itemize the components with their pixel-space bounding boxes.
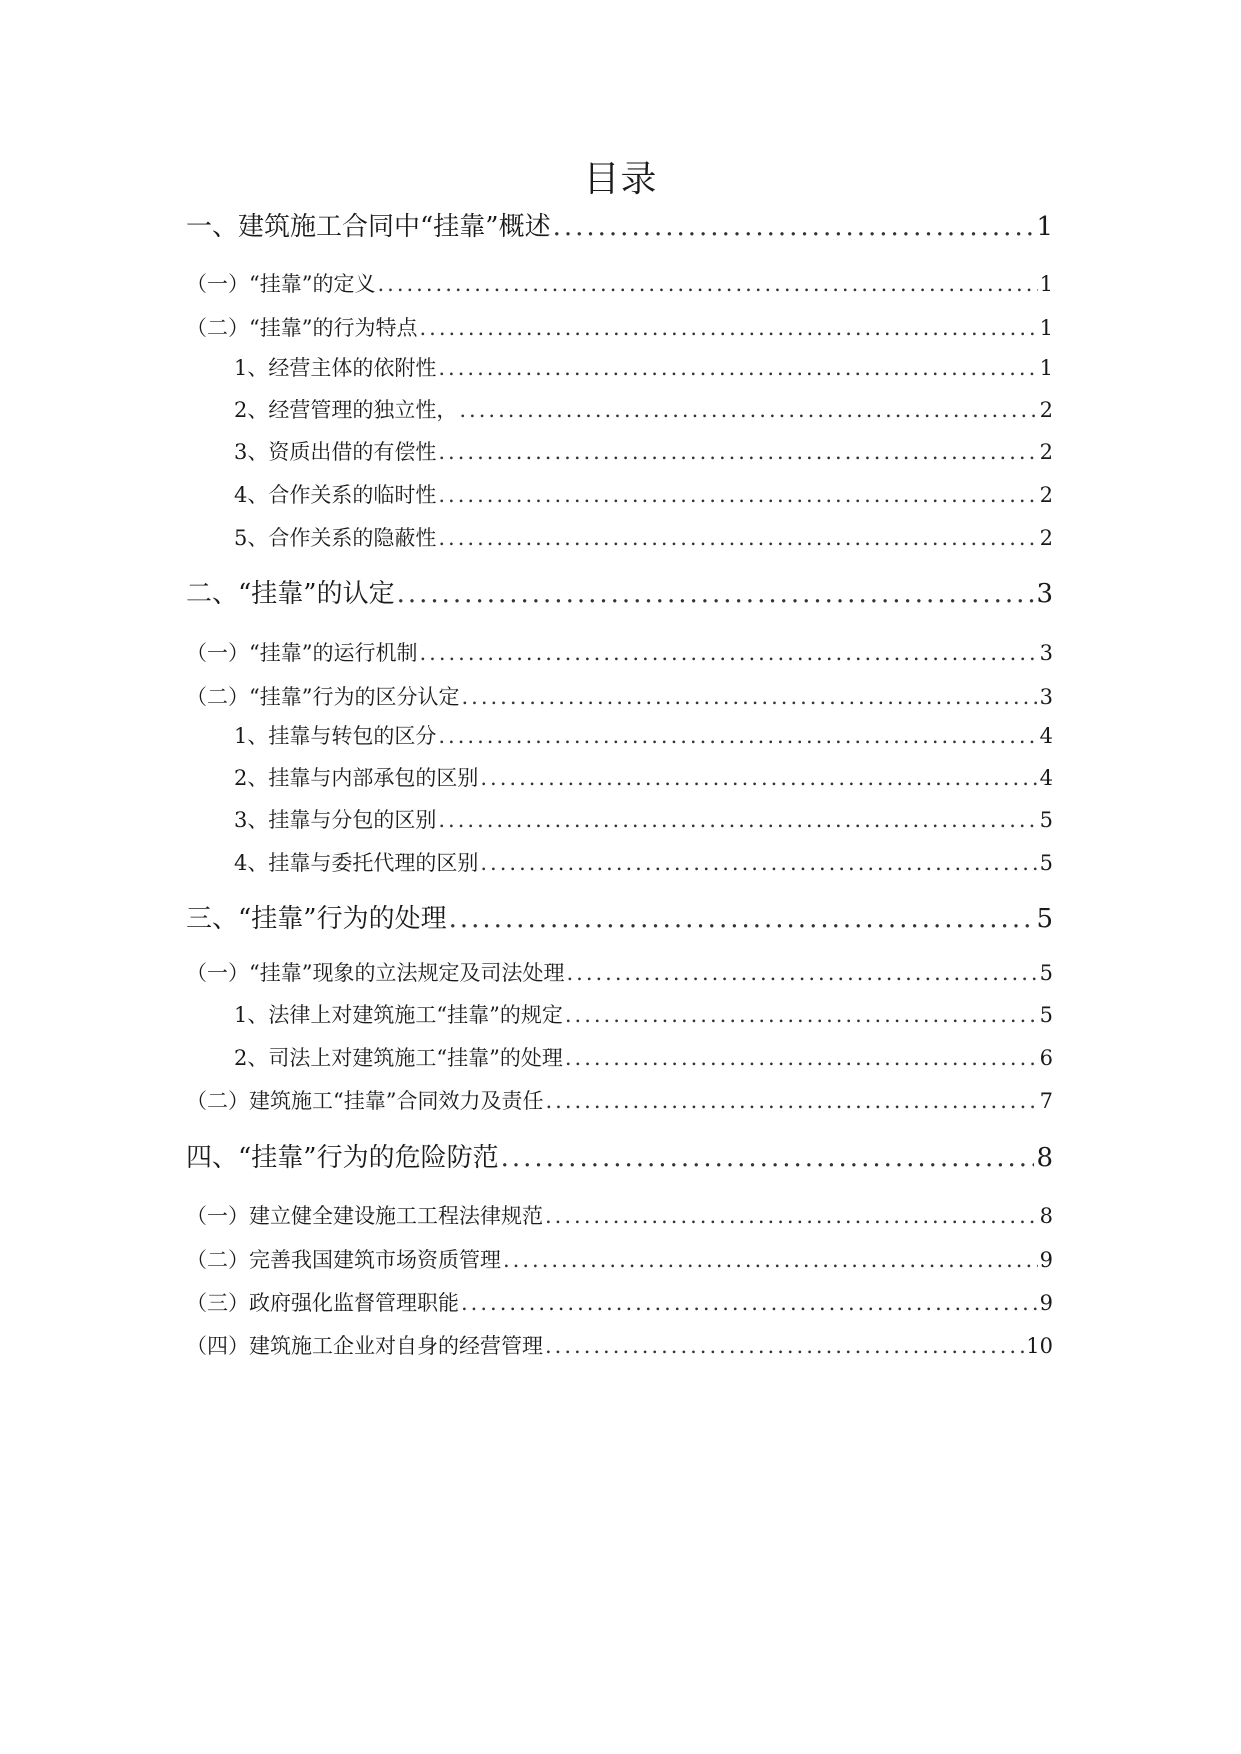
toc-entry-section[interactable]: [186, 1244, 1053, 1274]
toc-entry-label: 1、挂靠与转包的区分: [234, 724, 437, 748]
toc-entry-subsection[interactable]: [234, 762, 1053, 792]
toc-entry-subsection[interactable]: [234, 352, 1053, 382]
toc-entry-label: （二）建筑施工“挂靠”合同效力及责任: [186, 1089, 544, 1113]
dot-leader: [438, 724, 1037, 748]
toc-entry-subsection[interactable]: [234, 720, 1053, 750]
toc-page-number: 5: [1039, 1003, 1053, 1027]
toc-entry-label: 5、合作关系的隐蔽性: [234, 526, 437, 550]
toc-page-number: 4: [1039, 766, 1053, 790]
dot-leader: [461, 1291, 1038, 1315]
toc-entry-label: 1、经营主体的依附性: [234, 356, 437, 380]
dot-leader: [397, 579, 1035, 609]
toc-entry-label: 三、“挂靠”行为的处理: [186, 904, 447, 934]
toc-entry-subsection[interactable]: [234, 479, 1053, 509]
toc-page-number: 10: [1026, 1334, 1053, 1358]
toc-entry-label: （一）“挂靠”现象的立法规定及司法处理: [186, 961, 565, 985]
dot-leader: [566, 961, 1037, 985]
toc-entry-section[interactable]: [186, 1330, 1053, 1360]
dot-leader: [480, 851, 1037, 875]
toc-entry-label: 四、“挂靠”行为的危险防范: [186, 1143, 499, 1173]
dot-leader: [419, 316, 1037, 340]
toc-page-number: 2: [1039, 398, 1053, 422]
dot-leader: [438, 356, 1037, 380]
toc-page-number: 9: [1039, 1248, 1053, 1272]
toc-entry-subsection[interactable]: [234, 394, 1053, 424]
toc-entry-section[interactable]: [186, 681, 1053, 711]
dot-leader: [461, 685, 1037, 709]
toc-page-number: 5: [1039, 961, 1053, 985]
toc-entry-label: 4、挂靠与委托代理的区别: [234, 851, 479, 875]
dot-leader: [377, 272, 1037, 296]
toc-entry-section[interactable]: [186, 637, 1053, 667]
dot-leader: [438, 440, 1037, 464]
toc-entry-subsection[interactable]: [234, 1042, 1053, 1072]
toc-entry-label: （一）“挂靠”的定义: [186, 272, 376, 296]
toc-page-number: 5: [1039, 808, 1053, 832]
dot-leader: [545, 1204, 1038, 1228]
toc-entry-section[interactable]: [186, 268, 1053, 298]
toc-page-number: 2: [1039, 440, 1053, 464]
dot-leader: [503, 1248, 1038, 1272]
dot-leader: [565, 1046, 1038, 1070]
toc-entry-subsection[interactable]: [234, 436, 1053, 466]
toc-entry-label: （四）建筑施工企业对自身的经营管理: [186, 1334, 543, 1358]
toc-entry-chapter-2[interactable]: [186, 573, 1053, 610]
dot-leader: [545, 1334, 1024, 1358]
toc-page-number: 3: [1039, 685, 1053, 709]
toc-entry-label: （一）“挂靠”的运行机制: [186, 641, 418, 665]
toc-page-number: 1: [1039, 272, 1053, 296]
toc-entry-label: （二）完善我国建筑市场资质管理: [186, 1248, 501, 1272]
toc-entry-chapter-3[interactable]: [186, 898, 1053, 935]
dot-leader: [553, 212, 1035, 242]
toc-entry-label: 2、经营管理的独立性，: [234, 398, 458, 422]
toc-page-number: 1: [1039, 356, 1053, 380]
toc-entry-subsection[interactable]: [234, 804, 1053, 834]
toc-page-number: 7: [1039, 1089, 1053, 1113]
toc-page-number: 8: [1036, 1143, 1053, 1173]
dot-leader: [501, 1143, 1035, 1173]
toc-page-number: 2: [1039, 526, 1053, 550]
toc-entry-chapter-4[interactable]: [186, 1137, 1053, 1174]
page-title: 目录: [583, 159, 658, 200]
toc-page-number: 3: [1039, 641, 1053, 665]
dot-leader: [565, 1003, 1038, 1027]
toc-entry-label: （二）“挂靠”的行为特点: [186, 316, 418, 340]
toc-entry-chapter-1[interactable]: [186, 206, 1053, 243]
toc-entry-label: 1、法律上对建筑施工“挂靠”的规定: [234, 1003, 563, 1027]
toc-entry-subsection[interactable]: [234, 999, 1053, 1029]
toc-entry-label: （三）政府强化监督管理职能: [186, 1291, 459, 1315]
toc-entry-section[interactable]: [186, 1287, 1053, 1317]
toc-entry-section[interactable]: [186, 312, 1053, 342]
toc-page-number: 4: [1039, 724, 1053, 748]
toc-entry-label: 一、建筑施工合同中“挂靠”概述: [186, 212, 551, 242]
dot-leader: [480, 766, 1037, 790]
toc-entry-label: 2、司法上对建筑施工“挂靠”的处理: [234, 1046, 563, 1070]
dot-leader: [459, 398, 1037, 422]
toc-entry-label: 3、资质出借的有偿性: [234, 440, 437, 464]
toc-entry-subsection[interactable]: [234, 522, 1053, 552]
toc-entry-section[interactable]: [186, 1200, 1053, 1230]
dot-leader: [419, 641, 1037, 665]
toc-page-number: 2: [1039, 483, 1053, 507]
toc-page-number: 5: [1036, 904, 1053, 934]
toc-page-number: 1: [1039, 316, 1053, 340]
toc-entry-label: 3、挂靠与分包的区别: [234, 808, 437, 832]
dot-leader: [449, 904, 1035, 934]
toc-entry-subsection[interactable]: [234, 847, 1053, 877]
toc-page-number: 1: [1036, 212, 1053, 242]
toc-page-number: 5: [1039, 851, 1053, 875]
toc-page-number: 9: [1039, 1291, 1053, 1315]
toc-page-number: 6: [1039, 1046, 1053, 1070]
dot-leader: [545, 1089, 1037, 1113]
toc-entry-label: （一）建立健全建设施工工程法律规范: [186, 1204, 543, 1228]
dot-leader: [438, 526, 1037, 550]
toc-page-number: 8: [1039, 1204, 1053, 1228]
dot-leader: [438, 808, 1037, 832]
toc-entry-label: 2、挂靠与内部承包的区别: [234, 766, 479, 790]
toc-entry-label: 二、“挂靠”的认定: [186, 579, 395, 609]
toc-entry-section[interactable]: [186, 1085, 1053, 1115]
toc-page-number: 3: [1036, 579, 1053, 609]
dot-leader: [438, 483, 1037, 507]
toc-entry-section[interactable]: [186, 957, 1053, 987]
toc-entry-label: （二）“挂靠”行为的区分认定: [186, 685, 460, 709]
toc-entry-label: 4、合作关系的临时性: [234, 483, 437, 507]
